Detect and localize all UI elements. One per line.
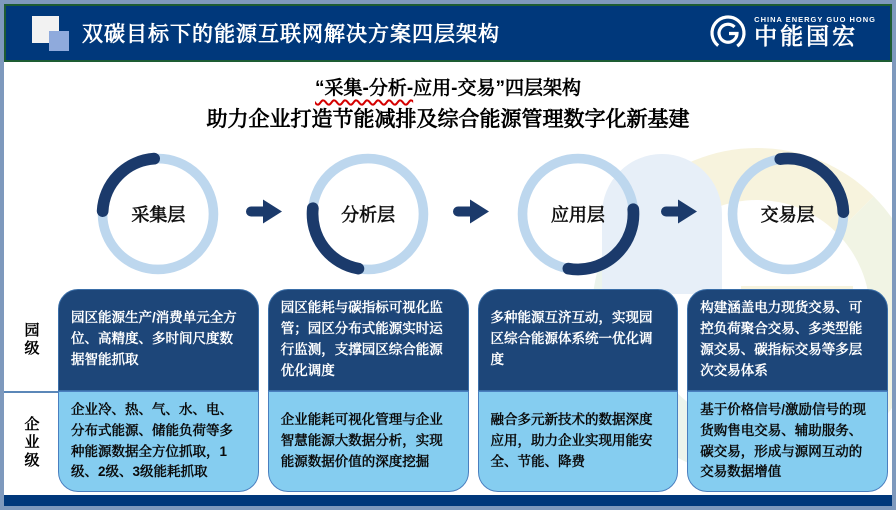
company-logo-icon <box>708 13 748 53</box>
park-level-gutter <box>4 289 58 391</box>
intro-line1-rest: 应用-交易”四层架构 <box>413 78 581 99</box>
right-arrow-icon <box>453 195 491 234</box>
title-marker-icon <box>32 12 78 54</box>
layers-circle-row <box>4 139 892 289</box>
circle-columns <box>58 139 888 289</box>
content-area <box>4 62 892 493</box>
layer-label: 采集层 <box>131 205 186 225</box>
intro-line1-wavy-part: “采集-分析- <box>315 78 414 99</box>
enterprise-level-columns <box>58 391 888 493</box>
circle-row-gutter <box>4 139 58 289</box>
right-arrow-icon <box>661 195 699 234</box>
enterprise-level-label: 企业级 <box>22 415 40 470</box>
title-marker-blue-square <box>49 31 69 51</box>
right-arrow-icon <box>246 195 284 234</box>
footer-bar <box>4 495 892 506</box>
intro-heading <box>4 62 892 135</box>
layer-circle-collection <box>58 139 259 289</box>
layer-label: 应用层 <box>550 205 605 225</box>
layer-label: 交易层 <box>760 205 815 225</box>
park-level-columns <box>58 289 888 391</box>
company-logo-name: 中能国宏 <box>754 23 859 50</box>
park-level-label: 园级 <box>22 321 40 358</box>
company-logo-tagline: CHINA ENERGY GUO HONG <box>754 15 876 25</box>
slide-inner <box>4 4 892 506</box>
park-level-row <box>4 289 892 391</box>
page-title: 双碳目标下的能源互联网解决方案四层架构 <box>82 23 500 46</box>
enterprise-box-application: 融合多元新技术的数据深度应用，助力企业实现用能安全、节能、降费 <box>478 391 679 493</box>
layer-circle-trading <box>687 139 888 289</box>
company-logo <box>708 13 876 53</box>
header-bar <box>4 4 892 62</box>
enterprise-box-trading: 基于价格信号/激励信号的现货购售电交易、辅助服务、碳交易，形成与源网互动的交易数据增值 <box>687 391 888 493</box>
park-box-application: 多种能源互济互动，实现园区综合能源体系统一优化调度 <box>478 289 679 391</box>
park-box-collection: 园区能源生产/消费单元全方位、高精度、多时间尺度数据智能抓取 <box>58 289 259 391</box>
enterprise-level-gutter <box>4 391 58 493</box>
intro-line2: 助力企业打造节能减排及综合能源管理数字化新基建 <box>206 107 690 131</box>
company-logo-text <box>754 16 876 50</box>
layer-circle-application <box>478 139 679 289</box>
enterprise-box-collection: 企业冷、热、气、水、电、分布式能源、储能负荷等多种能源数据全方位抓取，1级、2级、3级能耗抓取 <box>58 391 259 493</box>
layer-label: 分析层 <box>341 205 396 225</box>
enterprise-box-analysis: 企业能耗可视化管理与企业智慧能源大数据分析，实现能源数据价值的深度挖掘 <box>268 391 469 493</box>
layer-circle-analysis <box>268 139 469 289</box>
intro-line1 <box>4 75 892 104</box>
park-box-trading: 构建涵盖电力现货交易、可控负荷聚合交易、多类型能源交易、碳指标交易等多层次交易体系 <box>687 289 888 391</box>
park-box-analysis: 园区能耗与碳指标可视化监管；园区分布式能源实时运行监测，支撑园区综合能源优化调度 <box>268 289 469 391</box>
enterprise-level-row <box>4 391 892 493</box>
